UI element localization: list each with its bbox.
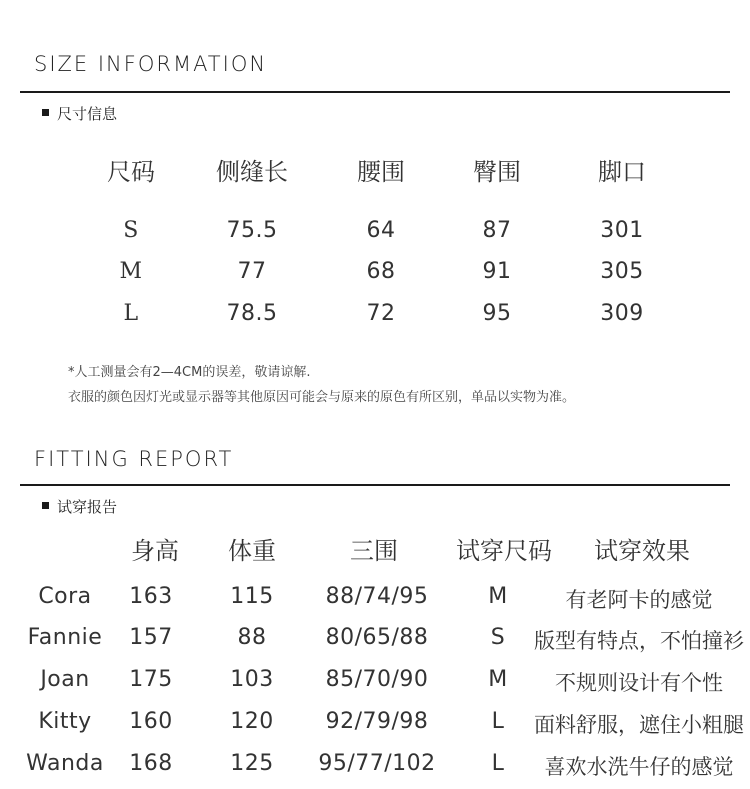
model-name-cell: Wanda [26, 751, 104, 776]
fitting-column-header: 身高 [131, 537, 179, 565]
fitting-value-cell: 95/77/102 [318, 751, 436, 776]
size-info-heading: SIZE INFORMATION [34, 52, 268, 76]
bullet-square-icon [42, 502, 49, 509]
size-value-cell: 91 [482, 259, 512, 284]
model-name-cell: Fannie [27, 625, 103, 650]
fitting-value-cell: 85/70/90 [325, 667, 429, 692]
size-value-cell: 95 [482, 301, 512, 326]
size-value-cell: 87 [482, 218, 512, 243]
fitting-report-divider [20, 484, 730, 486]
fitting-value-cell: L [491, 709, 505, 734]
fitting-value-cell: 157 [129, 625, 173, 650]
fitting-value-cell: 120 [230, 709, 274, 734]
fitting-value-cell: L [491, 751, 505, 776]
fitting-column-header: 试穿尺码 [456, 537, 552, 565]
fit-comment-cell: 版型有特点，不怕撞衫 [534, 629, 744, 653]
fitting-report-subheading [42, 496, 117, 517]
model-name-cell: Joan [40, 667, 90, 692]
fitting-value-cell: M [488, 584, 508, 609]
fitting-report-heading: FITTING REPORT [34, 447, 234, 471]
fitting-column-header: 三围 [350, 537, 398, 565]
size-info-subheading-text: 尺寸信息 [57, 105, 118, 123]
size-column-header: 臀围 [473, 158, 521, 186]
size-value-cell: 309 [600, 301, 644, 326]
size-value-cell: 301 [600, 218, 644, 243]
size-info-subheading [42, 103, 117, 124]
fit-comment-cell: 面料舒服，遮住小粗腿 [534, 713, 744, 737]
color-note: 衣服的颜色因灯光或显示器等其他原因可能会与原来的原色有所区别，单品以实物为准。 [68, 390, 576, 405]
fit-comment-cell: 不规则设计有个性 [555, 671, 723, 695]
fitting-value-cell: 103 [230, 667, 274, 692]
size-label-cell: S [123, 218, 139, 243]
size-info-divider [20, 91, 730, 93]
fitting-value-cell: 80/65/88 [325, 625, 429, 650]
fitting-column-header: 试穿效果 [594, 537, 690, 565]
size-value-cell: 77 [237, 259, 267, 284]
model-name-cell: Kitty [38, 709, 92, 734]
fit-comment-cell: 有老阿卡的感觉 [565, 588, 713, 612]
fitting-column-header: 体重 [228, 537, 276, 565]
fitting-value-cell: S [490, 625, 506, 650]
size-value-cell: 78.5 [226, 301, 278, 326]
size-value-cell: 68 [366, 259, 396, 284]
size-column-header: 腰围 [357, 158, 405, 186]
measurement-note: *人工测量会有2—4CM的误差，敬请谅解. [68, 365, 311, 380]
fitting-value-cell: 125 [230, 751, 274, 776]
fitting-value-cell: 160 [129, 709, 173, 734]
size-column-header: 尺码 [107, 158, 155, 186]
size-label-cell: L [123, 301, 139, 326]
size-label-cell: M [119, 259, 143, 284]
bullet-square-icon [42, 109, 49, 116]
size-value-cell: 75.5 [226, 218, 278, 243]
fitting-value-cell: 175 [129, 667, 173, 692]
fitting-value-cell: 115 [230, 584, 274, 609]
fitting-value-cell: M [488, 667, 508, 692]
size-value-cell: 64 [366, 218, 396, 243]
size-column-header: 侧缝长 [216, 158, 288, 186]
fitting-value-cell: 88 [237, 625, 267, 650]
fit-comment-cell: 喜欢水洗牛仔的感觉 [544, 755, 734, 779]
size-value-cell: 305 [600, 259, 644, 284]
model-name-cell: Cora [38, 584, 92, 609]
size-value-cell: 72 [366, 301, 396, 326]
fitting-value-cell: 88/74/95 [325, 584, 429, 609]
fitting-report-subheading-text: 试穿报告 [57, 498, 118, 516]
size-column-header: 脚口 [598, 158, 646, 186]
fitting-value-cell: 168 [129, 751, 173, 776]
fitting-value-cell: 92/79/98 [325, 709, 429, 734]
fitting-value-cell: 163 [129, 584, 173, 609]
